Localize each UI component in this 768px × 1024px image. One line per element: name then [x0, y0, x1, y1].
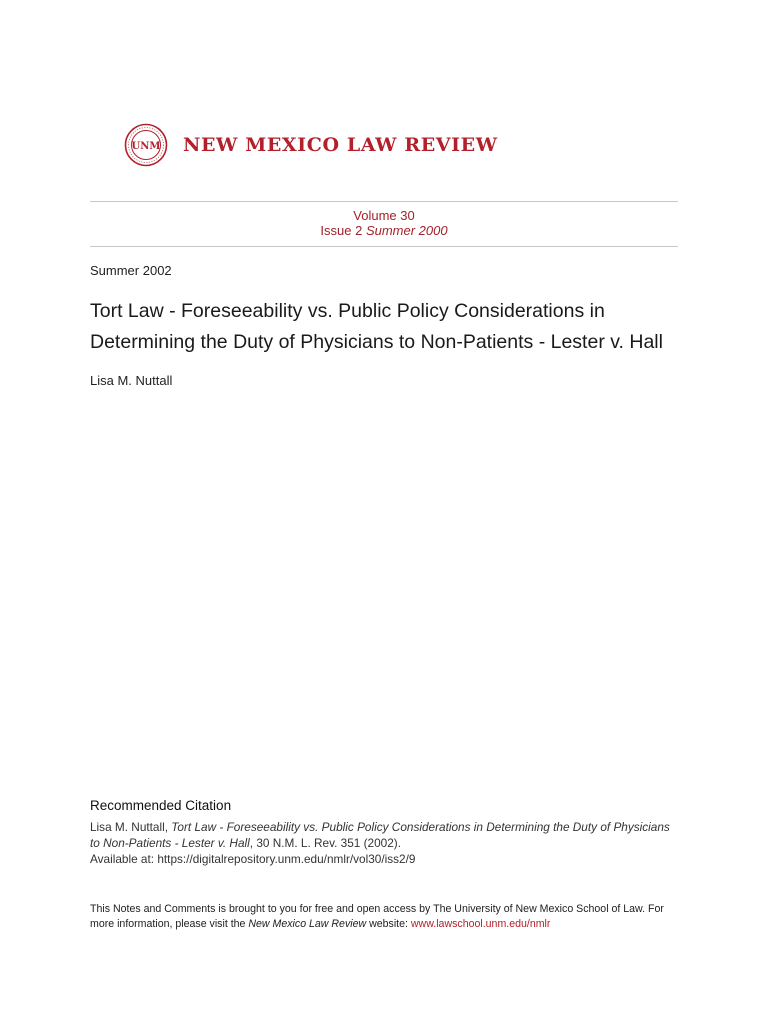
- svg-text:UNM: UNM: [131, 141, 161, 152]
- journal-masthead: [124, 122, 498, 168]
- access-note-journal: New Mexico Law Review: [248, 917, 367, 930]
- unm-seal-icon: [124, 123, 168, 167]
- issue-number: Issue 2: [320, 223, 363, 238]
- issue-info[interactable]: [90, 208, 678, 238]
- citation-body: [90, 819, 680, 867]
- citation-heading: Recommended Citation: [90, 798, 232, 813]
- divider-top: [90, 201, 678, 202]
- citation-title: Tort Law - Foreseeability vs. Public Policy Considerations in Determining the Duty of Physicians to Non-Patients - Lester v. Hall: [90, 820, 670, 850]
- citation-author: Lisa M. Nuttall,: [90, 820, 172, 834]
- divider-bottom: [90, 246, 678, 247]
- journal-website-link[interactable]: www.lawschool.unm.edu/nmlr: [410, 917, 551, 930]
- citation-source: , 30 N.M. L. Rev. 351 (2002).: [249, 836, 402, 850]
- citation-url[interactable]: Available at: https://digitalrepository.unm.edu/nmlr/vol30/iss2/9: [90, 852, 416, 866]
- access-note-middle: website:: [366, 917, 411, 930]
- journal-name[interactable]: NEW MEXICO LAW REVIEW: [183, 134, 498, 156]
- access-note-text: This Notes and Comments is brought to you for free and open access by The University of New Mexico School of Law. For more information, please visit the: [90, 903, 664, 930]
- issue-link[interactable]: [90, 223, 678, 238]
- article-author: Lisa M. Nuttall: [90, 373, 173, 388]
- article-date: Summer 2002: [90, 263, 172, 278]
- volume-link[interactable]: Volume 30: [353, 208, 415, 223]
- article-title: Tort Law - Foreseeability vs. Public Policy Considerations in Determining the Duty of Physicians to Non-Patients - Lester v. Hall: [90, 300, 663, 353]
- issue-season: Summer 2000: [365, 223, 448, 238]
- access-note: [90, 902, 680, 931]
